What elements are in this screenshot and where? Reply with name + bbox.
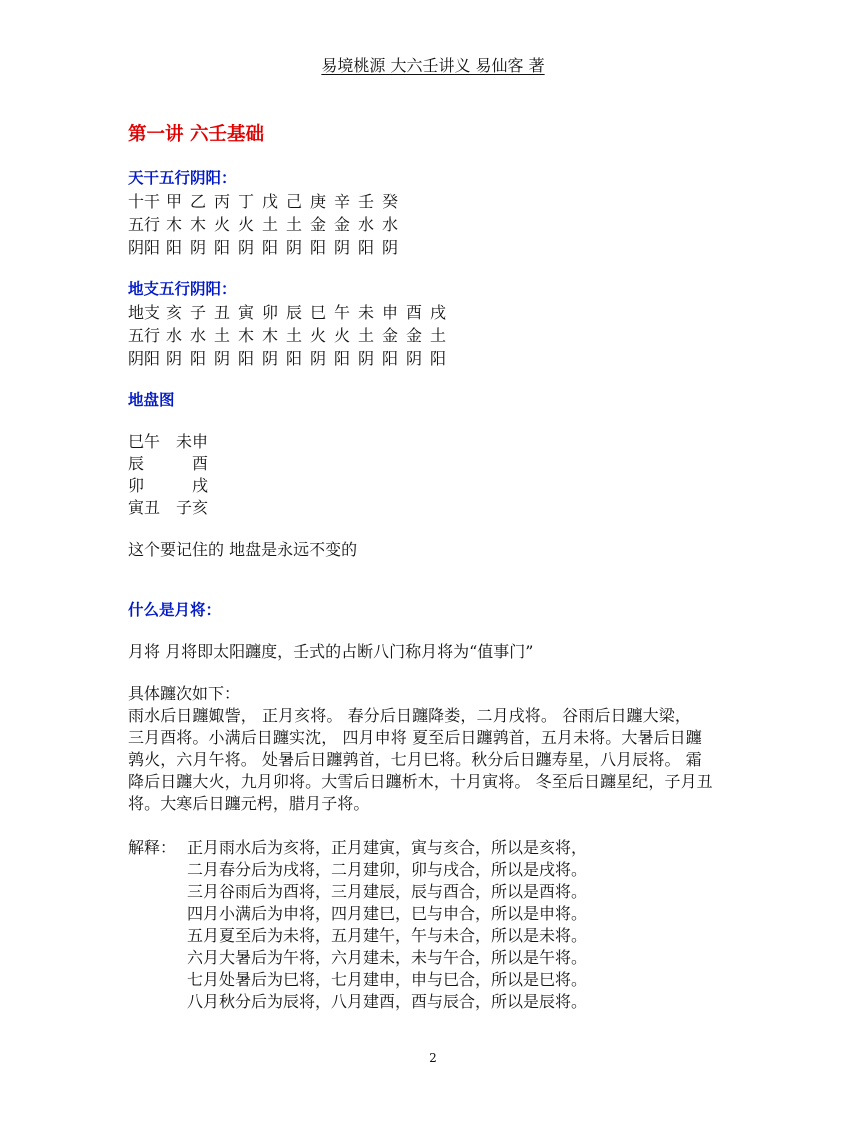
table-cell: 土: [262, 215, 279, 234]
dipan-cell: 酉: [192, 454, 209, 473]
table-cell: 阴: [286, 238, 303, 257]
explanation-label: 解释：: [128, 838, 177, 857]
table-cell: 土: [430, 326, 447, 345]
table-cell: 火: [310, 326, 327, 345]
table-cell: 阴: [406, 349, 423, 368]
table-cell: 酉: [406, 303, 423, 322]
table-cell: 阴: [310, 349, 327, 368]
dizhi-row-wuxing: [128, 323, 454, 346]
dipan-cell: 卯: [128, 476, 145, 495]
table-cell: 戊: [262, 192, 279, 211]
table-cell: 未: [358, 303, 375, 322]
dipan-cell: 午: [144, 432, 161, 451]
table-cell: 五行: [128, 326, 161, 345]
table-cell: 丁: [238, 192, 255, 211]
dipan-note: 这个要记住的 地盘是永远不变的: [128, 540, 358, 559]
table-cell: 癸: [382, 192, 399, 211]
table-cell: 阳: [286, 349, 303, 368]
tiangan-row-wuxing: [128, 212, 406, 235]
table-cell: 水: [358, 215, 375, 234]
table-cell: 地支: [128, 303, 161, 322]
table-cell: 阳: [166, 238, 183, 257]
table-cell: 阳: [262, 238, 279, 257]
table-cell: 甲: [166, 192, 183, 211]
explanation-block: [128, 837, 758, 1013]
table-cell: 辛: [334, 192, 351, 211]
table-cell: 水: [190, 326, 207, 345]
explanation-line: 八月秋分后为辰将，八月建酉，酉与辰合，所以是辰将。: [187, 992, 588, 1011]
dipan-cell: 亥: [192, 498, 209, 517]
table-cell: 壬: [358, 192, 375, 211]
table-cell: 阴: [334, 238, 351, 257]
explanation-line: 正月雨水后为亥将，正月建寅，寅与亥合，所以是亥将，: [187, 838, 588, 857]
dipan-cell: 戌: [192, 476, 209, 495]
table-cell: 阴: [262, 349, 279, 368]
explanation-line: 二月春分后为戌将，二月建卯，卯与戌合，所以是戌将。: [187, 860, 588, 879]
dipan-cell: 子: [176, 498, 193, 517]
table-cell: 火: [334, 326, 351, 345]
table-cell: 阴阳: [128, 238, 161, 257]
yuejiang-definition: 月将 月将即太阳躔度，壬式的占断八门称月将为“值事门”: [128, 642, 534, 661]
table-cell: 十干: [128, 192, 161, 211]
table-cell: 阳: [334, 349, 351, 368]
table-cell: 丙: [214, 192, 231, 211]
table-cell: 火: [238, 215, 255, 234]
dipan-cell: 辰: [128, 454, 145, 473]
dipan-cell: 未: [176, 432, 193, 451]
table-cell: 阴: [166, 349, 183, 368]
table-cell: 土: [358, 326, 375, 345]
table-cell: 阳: [214, 238, 231, 257]
table-cell: 辰: [286, 303, 303, 322]
table-cell: 金: [334, 215, 351, 234]
table-cell: 金: [310, 215, 327, 234]
page-header: [0, 53, 866, 76]
explanation-line: 三月谷雨后为酉将，三月建辰，辰与酉合，所以是酉将。: [187, 882, 588, 901]
table-cell: 阳: [190, 349, 207, 368]
table-cell: 巳: [310, 303, 327, 322]
explanation-line: 四月小满后为申将，四月建巳，巳与申合，所以是申将。: [187, 904, 588, 923]
tiangan-row-yinyang: [128, 235, 406, 258]
table-cell: 阴阳: [128, 349, 161, 368]
table-cell: 木: [166, 215, 183, 234]
table-cell: 戌: [430, 303, 447, 322]
dipan-cell: 寅: [128, 498, 145, 517]
explanation-line: 七月处暑后为巳将，七月建申，申与巳合，所以是巳将。: [187, 970, 588, 989]
table-cell: 火: [214, 215, 231, 234]
table-cell: 木: [262, 326, 279, 345]
table-cell: 土: [286, 326, 303, 345]
explanation-line: 五月夏至后为未将，五月建午，午与未合，所以是未将。: [187, 926, 588, 945]
table-cell: 寅: [238, 303, 255, 322]
dizhi-table: [128, 300, 454, 369]
table-cell: 卯: [262, 303, 279, 322]
tiangan-heading: 天干五行阴阳：: [128, 169, 237, 187]
table-cell: 阴: [190, 238, 207, 257]
table-cell: 阴: [238, 238, 255, 257]
table-cell: 丑: [214, 303, 231, 322]
dizhi-heading: 地支五行阴阳：: [128, 280, 237, 298]
table-cell: 水: [382, 215, 399, 234]
table-cell: 阳: [310, 238, 327, 257]
table-cell: 阴: [358, 349, 375, 368]
table-cell: 亥: [166, 303, 183, 322]
table-cell: 五行: [128, 215, 161, 234]
dizhi-row-yinyang: [128, 346, 454, 369]
header-title: 易境桃源 大六壬讲义 易仙客 著: [321, 56, 545, 75]
table-cell: 庚: [310, 192, 327, 211]
page-number: 2: [429, 1051, 437, 1065]
dipan-heading: 地盘图: [128, 391, 175, 409]
lecture-title: 第一讲 六壬基础: [128, 124, 264, 145]
yuejiang-paragraph: 雨水后日躔娵訾， 正月亥将。 春分后日躔降娄，二月戌将。 谷雨后日躔大梁， 三月酉将。小满后日躔实沈， 四月申将 夏至后日躔鹑首，五月未将。大暑后日躔 鹑火，六月午将。 处暑后日躔鹑首，七月巳将。秋分后日躔寿星，八月辰将。 霜 降后日躔大火，九月卯将。大雪后日躔析木，十月寅将。 冬至后日躔星纪，子月丑 将。大寒后日躔元枵，腊月子将。: [128, 706, 713, 813]
yuejiang-intro: 具体躔次如下：: [128, 684, 241, 703]
table-cell: 阳: [430, 349, 447, 368]
table-cell: 己: [286, 192, 303, 211]
table-cell: 木: [190, 215, 207, 234]
yuejiang-heading: 什么是月将：: [128, 601, 222, 619]
table-cell: 阴: [382, 238, 399, 257]
dizhi-row-branches: [128, 300, 454, 323]
table-cell: 阳: [382, 349, 399, 368]
dipan-cell: 丑: [144, 498, 161, 517]
table-cell: 木: [238, 326, 255, 345]
dipan-cell: 巳: [128, 432, 145, 451]
table-cell: 阳: [358, 238, 375, 257]
table-cell: 阴: [214, 349, 231, 368]
table-cell: 水: [166, 326, 183, 345]
tiangan-row-stems: [128, 189, 406, 212]
dipan-diagram: [128, 431, 758, 519]
document-body: [128, 121, 758, 1013]
table-cell: 金: [382, 326, 399, 345]
table-cell: 土: [214, 326, 231, 345]
table-cell: 阳: [238, 349, 255, 368]
table-cell: 申: [382, 303, 399, 322]
dipan-cell: 申: [192, 432, 209, 451]
table-cell: 金: [406, 326, 423, 345]
table-cell: 子: [190, 303, 207, 322]
explanation-line: 六月大暑后为午将，六月建未，未与午合，所以是午将。: [187, 948, 588, 967]
table-cell: 乙: [190, 192, 207, 211]
table-cell: 午: [334, 303, 351, 322]
tiangan-table: [128, 189, 406, 258]
table-cell: 土: [286, 215, 303, 234]
